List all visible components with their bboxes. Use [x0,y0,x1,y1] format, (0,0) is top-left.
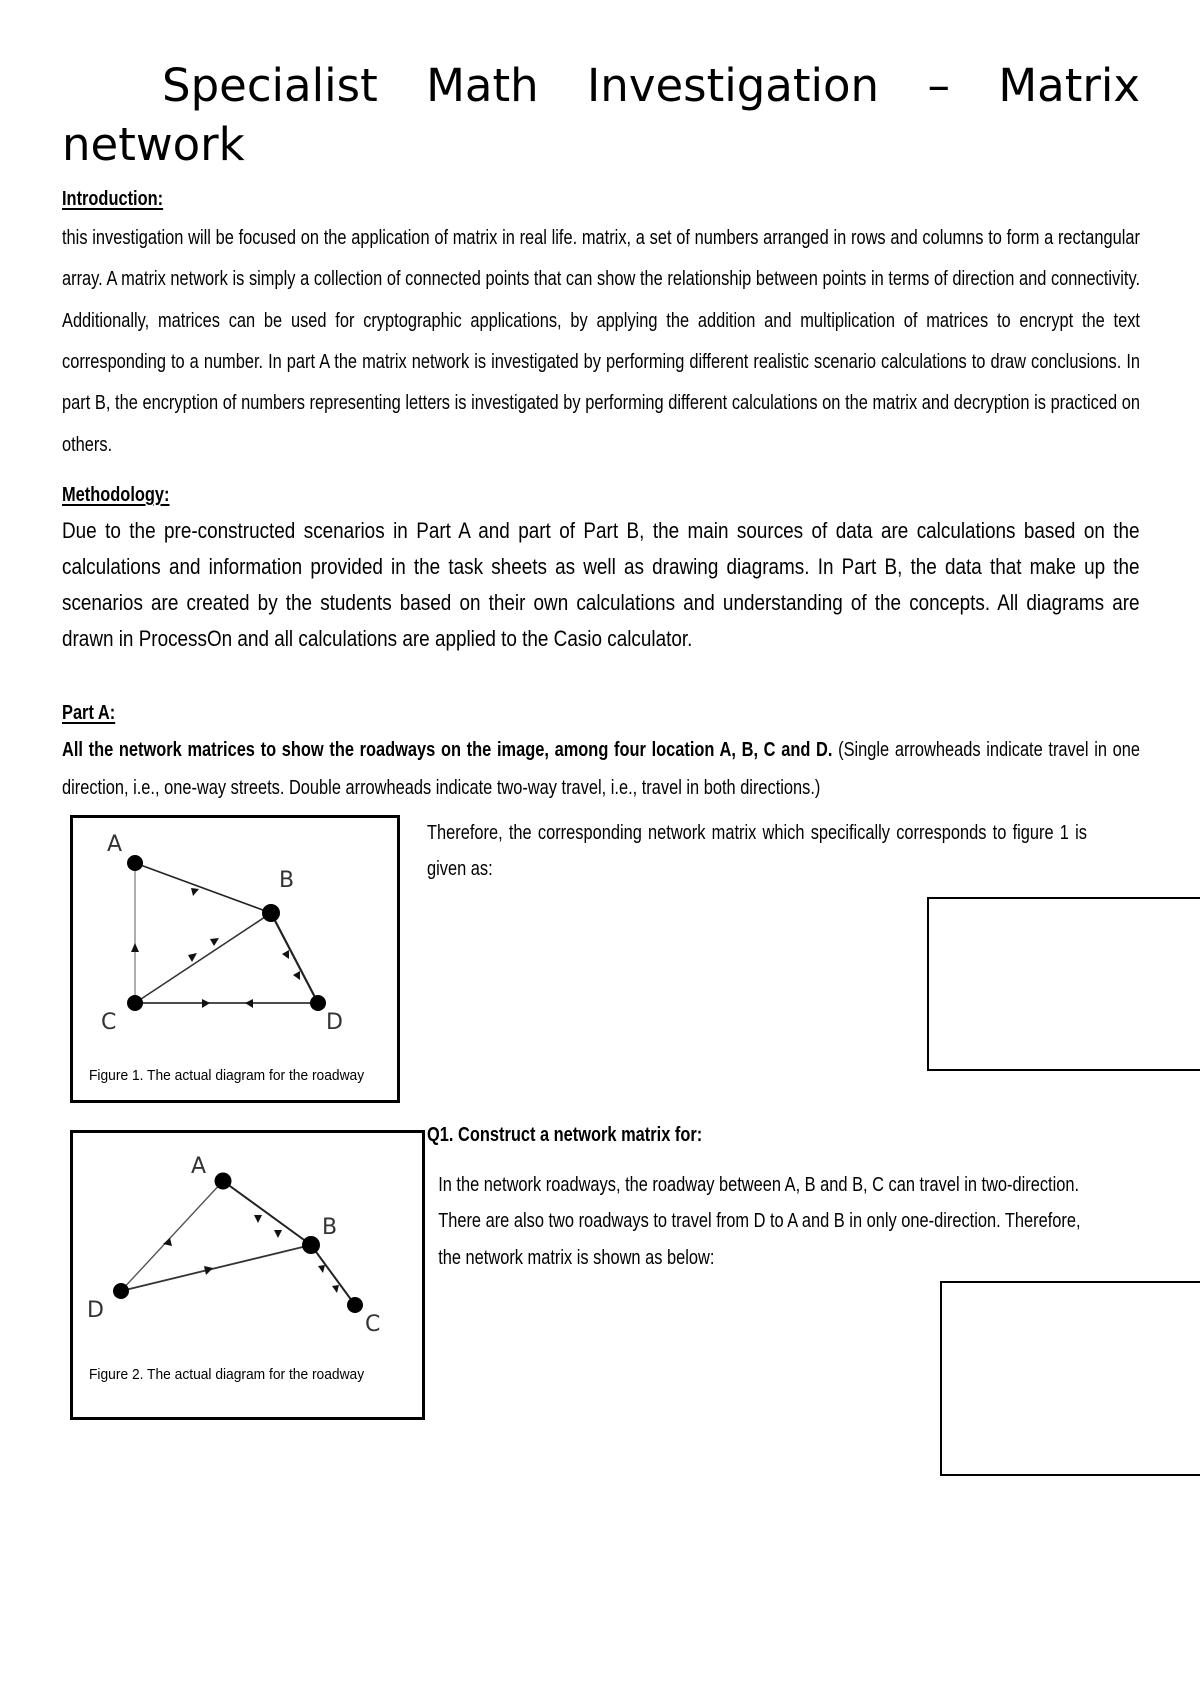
node-d-f2 [113,1283,129,1299]
network-matrix-box-figure1[interactable] [927,897,1200,1071]
part-a-lead-rest: (Single arrowheads indicate travel in one direction, i.e., one-way streets. Double arrowheads indicate two-way travel, i.e., travel in both directions.) [62,738,1141,800]
edge-c-b [135,913,271,1003]
node-label-d: D [326,1010,343,1036]
node-label-c-f2: C [365,1312,381,1338]
node-label-a: A [107,832,123,858]
therefore-paragraph: Therefore, the corresponding network matrix which specifically corresponds to figure 1 is given as: [427,821,1087,880]
q1-paragraph: In the network roadways, the roadway between A, B and B, C can travel in two-direction. There are also two roadways to travel from D to A and B in only one-direction. Therefore, the network matrix is shown as below: [438,1172,1081,1269]
figure-1-diagram [73,818,397,1100]
introduction-heading: Introduction: [62,186,164,210]
arrowhead-b-to-d-1 [282,950,289,959]
figure-1-caption: Figure 1. The actual diagram for the roadway [89,1066,365,1084]
arrowhead-c-to-b-1 [210,938,219,946]
arrowhead-c-to-d [202,999,210,1008]
network-matrix-box-figure2[interactable] [940,1281,1200,1476]
part-a-heading: Part A: [62,701,116,725]
arrowhead-a-to-b-f2-2 [274,1230,282,1238]
arrowhead-c-to-b-2 [188,953,197,962]
node-label-c: C [101,1010,117,1036]
node-c [127,995,143,1011]
page-title-line-1: Specialist Math Investigation – Matrix [162,59,1140,112]
part-a-lead-paragraph [62,731,1140,807]
edge-b-c-f2 [311,1245,355,1305]
edge-d-b-f2 [121,1245,311,1291]
arrowhead-d-to-c [245,999,253,1008]
figure-1-container [70,815,400,1103]
node-b [262,904,280,922]
node-label-b-f2: B [322,1215,338,1241]
q1-heading: Q1. Construct a network matrix for: [427,1122,703,1146]
edge-a-b [135,863,271,913]
methodology-paragraph: Due to the pre-constructed scenarios in Part A and part of Part B, the main sources of data are calculations based on the calculations and information provided in the task sheets as well as drawing diagrams. In Part B, the data that make up the scenarios are created by the students based on their own calculations and understanding of the concepts. All diagrams are drawn in ProcessOn and all calculations are applied to the Casio calculator. [62,518,1140,652]
arrowhead-a-to-b [191,888,199,896]
arrowhead-c-to-a [131,943,139,952]
node-label-b: B [279,868,295,894]
node-b-f2 [302,1236,320,1254]
node-a [127,855,143,871]
page-title-line-2: network [62,118,245,172]
edge-b-d [271,913,318,1003]
arrowhead-b-to-c-f2-1 [318,1265,325,1273]
node-a-f2 [215,1173,232,1190]
arrowhead-a-to-b-f2-1 [254,1215,262,1223]
node-c-f2 [347,1297,363,1313]
figure-2-caption: Figure 2. The actual diagram for the roadway [89,1365,365,1383]
page-title [62,56,1140,175]
node-label-d-f2: D [87,1298,104,1324]
figure-2-container [70,1130,425,1420]
edge-a-b-f2 [223,1181,311,1245]
arrowhead-d-to-b-f2 [204,1266,213,1275]
edge-d-a-f2 [121,1181,223,1291]
node-d [310,995,326,1011]
node-label-a-f2: A [191,1154,207,1180]
arrowhead-b-to-c-f2-2 [332,1285,339,1293]
figures-and-text-region [62,815,1140,1455]
methodology-heading: Methodology: [62,483,170,507]
arrowhead-b-to-d-2 [293,971,300,980]
introduction-paragraph: this investigation will be focused on the application of matrix in real life. matrix, a set of numbers arranged in rows and columns to form a rectangular array. A matrix network is simply a collection of connected points that can show the relationship between points in terms of direction and connectivity. Additionally, matrices can be used for cryptographic applications, by applying the addition and multiplication of matrices to encrypt the text corresponding to a number. In part A the matrix network is investigated by performing different realistic scenario calculations to draw conclusions. In part B, the encryption of numbers representing letters is investigated by performing different calculations on the matrix and decryption is practiced on others. [62,225,1140,456]
part-a-lead-bold: All the network matrices to show the roadways on the image, among four location A, B, C and D. [62,738,833,762]
